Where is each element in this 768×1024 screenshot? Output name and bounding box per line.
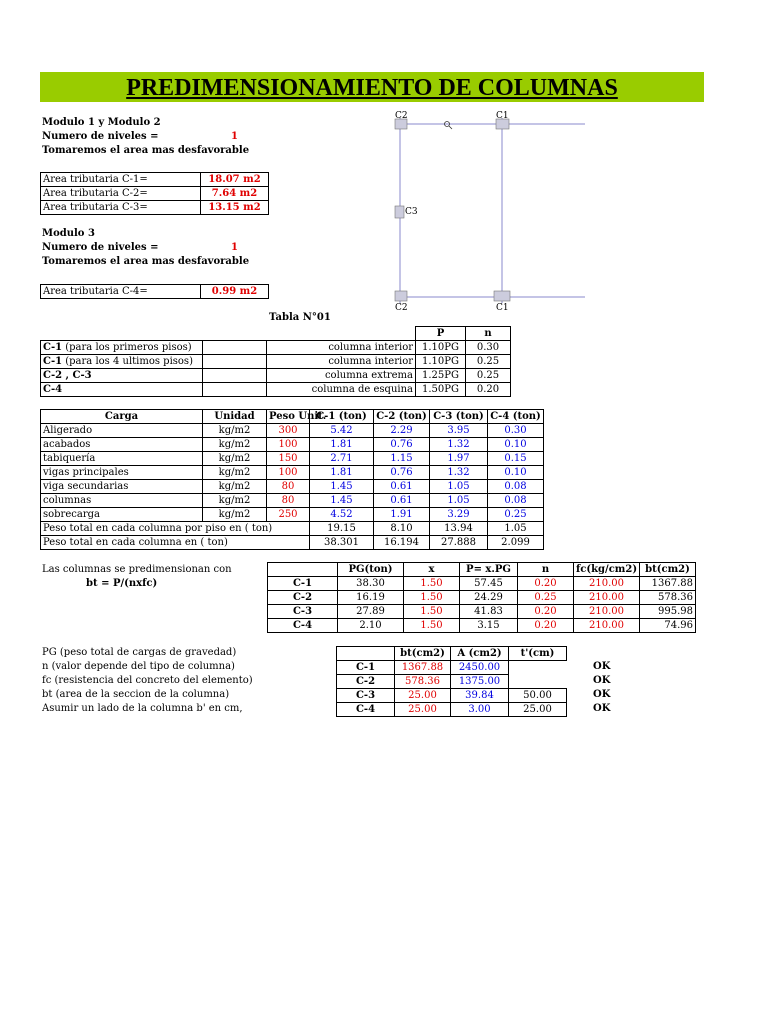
column-header: Unidad [203,410,267,424]
table-row [337,675,567,689]
fc-cell: 210.00 [574,619,640,633]
code-text: C-4 [43,384,63,395]
mod3-area-table [40,284,269,299]
n-cell: 0.25 [466,355,511,369]
area-value: 13.15 m2 [201,201,269,215]
predim-formula: bt = P/(nxfc) [86,578,158,589]
header-p: P [416,327,466,341]
table-row [41,438,566,452]
col-cell: C-3 [337,689,395,703]
c4-cell: 0.10 [488,466,544,480]
a-cell: 2450.00 [451,661,509,675]
table-row [268,591,696,605]
table-row [268,577,696,591]
c1-cell: 1.45 [310,494,374,508]
unidad-cell: kg/m2 [203,452,267,466]
bt-cell: 995.98 [640,605,696,619]
carga-cell: tabiquería [41,452,203,466]
c3-cell: 1.05 [430,480,488,494]
column-header: C-2 (ton) [374,410,430,424]
predim-table [267,562,696,633]
c2-cell: 0.61 [374,480,430,494]
column-c1-bottom [494,291,510,301]
carga-cell: vigas principales [41,466,203,480]
col-cell: C-4 [268,619,338,633]
legend-line: PG (peso total de cargas de gravedad) [42,647,237,658]
table-row [268,605,696,619]
peso-cell: 100 [267,466,310,480]
p-cell: 57.45 [460,577,518,591]
bt-cell: 25.00 [395,689,451,703]
table-row [41,480,566,494]
unidad-cell: kg/m2 [203,466,267,480]
c1-cell: 1.81 [310,466,374,480]
table-row [41,452,566,466]
empty-cell [203,383,267,397]
c2-cell: 1.15 [374,452,430,466]
area-value: 18.07 m2 [201,173,269,187]
unidad-cell: kg/m2 [203,494,267,508]
bt-cell: 1367.88 [395,661,451,675]
empty-cell [203,355,267,369]
carga-cell: acabados [41,438,203,452]
p-cell: 1.25PG [416,369,466,383]
mod12-heading: Modulo 1 y Modulo 2 [42,117,161,128]
p-cell: 1.10PG [416,355,466,369]
c3-cell: 1.32 [430,466,488,480]
col-cell: C-2 [268,591,338,605]
table-row [268,619,696,633]
ok-label: OK [593,703,611,714]
c3-total: 13.94 [430,522,488,536]
peso-cell: 100 [267,438,310,452]
area-label: Area tributaria C-3= [41,201,201,215]
col-cell: C-4 [337,703,395,717]
x-cell: 1.50 [404,619,460,633]
c2-cell: 0.76 [374,466,430,480]
total-row [41,536,566,550]
magnifier-handle [449,126,452,129]
n-cell: 0.20 [518,605,574,619]
a-cell: 1375.00 [451,675,509,689]
c4-cell: 0.08 [488,494,544,508]
c3-total: 27.888 [430,536,488,550]
column-header: A (cm2) [451,647,509,661]
mod12-area-table [40,172,269,215]
bt-cell: 578.36 [395,675,451,689]
code-text: C-1 [43,356,63,367]
table-row [41,508,566,522]
area-value: 7.64 m2 [201,187,269,201]
check-table [336,646,567,717]
legend-line: bt (area de la seccion de la columna) [42,689,230,700]
x-cell: 1.50 [404,591,460,605]
plan-label-c1-top: C1 [496,111,509,121]
peso-cell: 80 [267,494,310,508]
mod3-heading: Modulo 3 [42,228,95,239]
c1-total: 38.301 [310,536,374,550]
c4-cell: 0.25 [488,508,544,522]
column-header: Peso Unit. [267,410,310,424]
table-row [41,355,511,369]
page-title-bar [40,72,704,102]
column-header: C-3 (ton) [430,410,488,424]
column-plan-diagram [390,108,590,318]
column-header: Carga [41,410,203,424]
mod3-niveles-label: Numero de niveles = [42,242,159,253]
c1-total: 19.15 [310,522,374,536]
ok-label: OK [593,689,611,700]
a-cell: 39.84 [451,689,509,703]
row-code [41,355,203,369]
area-row [41,285,269,299]
col-cell: C-3 [268,605,338,619]
plan-label-c2-bottom: C2 [395,303,408,313]
peso-cell: 300 [267,424,310,438]
mod3-note: Tomaremos el area mas desfavorable [42,256,250,267]
column-header: P= x.PG [460,563,518,577]
c4-cell: 0.30 [488,424,544,438]
tipo-cell: columna interior [267,341,416,355]
total-label: Peso total en cada columna en ( ton) [41,536,310,550]
desc-text: (para los primeros pisos) [62,342,192,353]
plan-label-c1-bottom: C1 [496,303,509,313]
x-cell: 1.50 [404,577,460,591]
table-row [41,341,511,355]
c2-cell: 0.61 [374,494,430,508]
area-label: Area tributaria C-2= [41,187,201,201]
n-cell: 0.25 [518,591,574,605]
t-cell: 25.00 [509,703,567,717]
empty-cell [203,369,267,383]
a-cell: 3.00 [451,703,509,717]
table-row [41,369,511,383]
code-text: C-1 [43,342,63,353]
bt-cell: 1367.88 [640,577,696,591]
tabla01-title: Tabla N°01 [269,312,331,323]
p-cell: 3.15 [460,619,518,633]
c2-cell: 1.91 [374,508,430,522]
p-cell: 1.50PG [416,383,466,397]
area-row [41,201,269,215]
table-header-row [41,410,566,424]
ok-label: OK [593,661,611,672]
carga-cell: sobrecarga [41,508,203,522]
area-row [41,173,269,187]
col-cell: C-1 [337,661,395,675]
cargas-table [40,409,566,550]
c3-cell: 1.32 [430,438,488,452]
legend-line: n (valor depende del tipo de columna) [42,661,235,672]
peso-cell: 250 [267,508,310,522]
plan-label-c3: C3 [405,207,418,217]
column-header: bt(cm2) [395,647,451,661]
c4-cell: 0.15 [488,452,544,466]
c4-total: 1.05 [488,522,544,536]
desc-text: (para los 4 ultimos pisos) [62,356,193,367]
unidad-cell: kg/m2 [203,480,267,494]
pg-cell: 16.19 [338,591,404,605]
table-row [337,689,567,703]
n-cell: 0.20 [466,383,511,397]
row-code [41,369,203,383]
predim-text: Las columnas se predimensionan con [42,564,232,575]
column-header: bt(cm2) [640,563,696,577]
c2-cell: 0.76 [374,438,430,452]
t-cell: 50.00 [509,689,567,703]
c1-cell: 5.42 [310,424,374,438]
mod12-note: Tomaremos el area mas desfavorable [42,145,250,156]
empty-cell [203,341,267,355]
peso-cell: 80 [267,480,310,494]
table-row [41,494,566,508]
bt-cell: 25.00 [395,703,451,717]
table-row [41,466,566,480]
plan-label-c2-top: C2 [395,111,408,121]
area-row [41,187,269,201]
legend-line: Asumir un lado de la columna b' en cm, [42,703,243,714]
fc-cell: 210.00 [574,591,640,605]
column-header: t'(cm) [509,647,567,661]
pg-cell: 38.30 [338,577,404,591]
tabla01-table [40,326,511,397]
fc-cell: 210.00 [574,605,640,619]
bt-cell: 578.36 [640,591,696,605]
pg-cell: 2.10 [338,619,404,633]
c2-total: 8.10 [374,522,430,536]
column-c2-bottom [395,291,407,301]
bt-cell: 74.96 [640,619,696,633]
tipo-cell: columna extrema [267,369,416,383]
c4-cell: 0.08 [488,480,544,494]
peso-cell: 150 [267,452,310,466]
ok-label: OK [593,675,611,686]
column-header: C-1 (ton) [310,410,374,424]
mod3-niveles-value: 1 [231,242,238,253]
carga-cell: viga secundarias [41,480,203,494]
t-cell [509,661,567,675]
x-cell: 1.50 [404,605,460,619]
mod12-niveles-label: Numero de niveles = [42,131,159,142]
n-cell: 0.20 [518,577,574,591]
code-text: C-2 , C-3 [43,370,92,381]
table-row [337,703,567,717]
n-cell: 0.30 [466,341,511,355]
c1-cell: 1.81 [310,438,374,452]
n-cell: 0.20 [518,619,574,633]
t-cell [509,675,567,689]
c4-total: 2.099 [488,536,544,550]
column-header: fc(kg/cm2) [574,563,640,577]
column-header [337,647,395,661]
table-header-row [41,327,511,341]
area-label: Area tributaria C-1= [41,173,201,187]
total-label: Peso total en cada columna por piso en ( ton) [41,522,310,536]
column-header: x [404,563,460,577]
unidad-cell: kg/m2 [203,438,267,452]
c4-cell: 0.10 [488,438,544,452]
header-n: n [466,327,511,341]
c2-cell: 2.29 [374,424,430,438]
area-label: Area tributaria C-4= [41,285,201,299]
legend-block [42,646,253,716]
carga-cell: columnas [41,494,203,508]
column-header: PG(ton) [338,563,404,577]
n-cell: 0.25 [466,369,511,383]
fc-cell: 210.00 [574,577,640,591]
pg-cell: 27.89 [338,605,404,619]
column-header: C-4 (ton) [488,410,544,424]
c1-cell: 1.45 [310,480,374,494]
column-header: n [518,563,574,577]
c3-cell: 1.05 [430,494,488,508]
mod12-niveles-value: 1 [231,131,238,142]
table-row [41,383,511,397]
total-row [41,522,566,536]
col-cell: C-1 [268,577,338,591]
c3-cell: 3.95 [430,424,488,438]
legend-line: fc (resistencia del concreto del elemento) [42,675,253,686]
unidad-cell: kg/m2 [203,508,267,522]
carga-cell: Aligerado [41,424,203,438]
ok-list [593,660,610,716]
c2-total: 16.194 [374,536,430,550]
column-c3 [395,206,404,218]
unidad-cell: kg/m2 [203,424,267,438]
c3-cell: 3.29 [430,508,488,522]
c1-cell: 4.52 [310,508,374,522]
page-title: PREDIMENSIONAMIENTO DE COLUMNAS [126,75,618,101]
tipo-cell: columna de esquina [267,383,416,397]
p-cell: 1.10PG [416,341,466,355]
area-value: 0.99 m2 [201,285,269,299]
p-cell: 41.83 [460,605,518,619]
c1-cell: 2.71 [310,452,374,466]
table-row [337,661,567,675]
table-row [41,424,566,438]
tipo-cell: columna interior [267,355,416,369]
row-code [41,341,203,355]
table-header-row [268,563,696,577]
column-header [268,563,338,577]
c3-cell: 1.97 [430,452,488,466]
table-header-row [337,647,567,661]
p-cell: 24.29 [460,591,518,605]
row-code [41,383,203,397]
col-cell: C-2 [337,675,395,689]
